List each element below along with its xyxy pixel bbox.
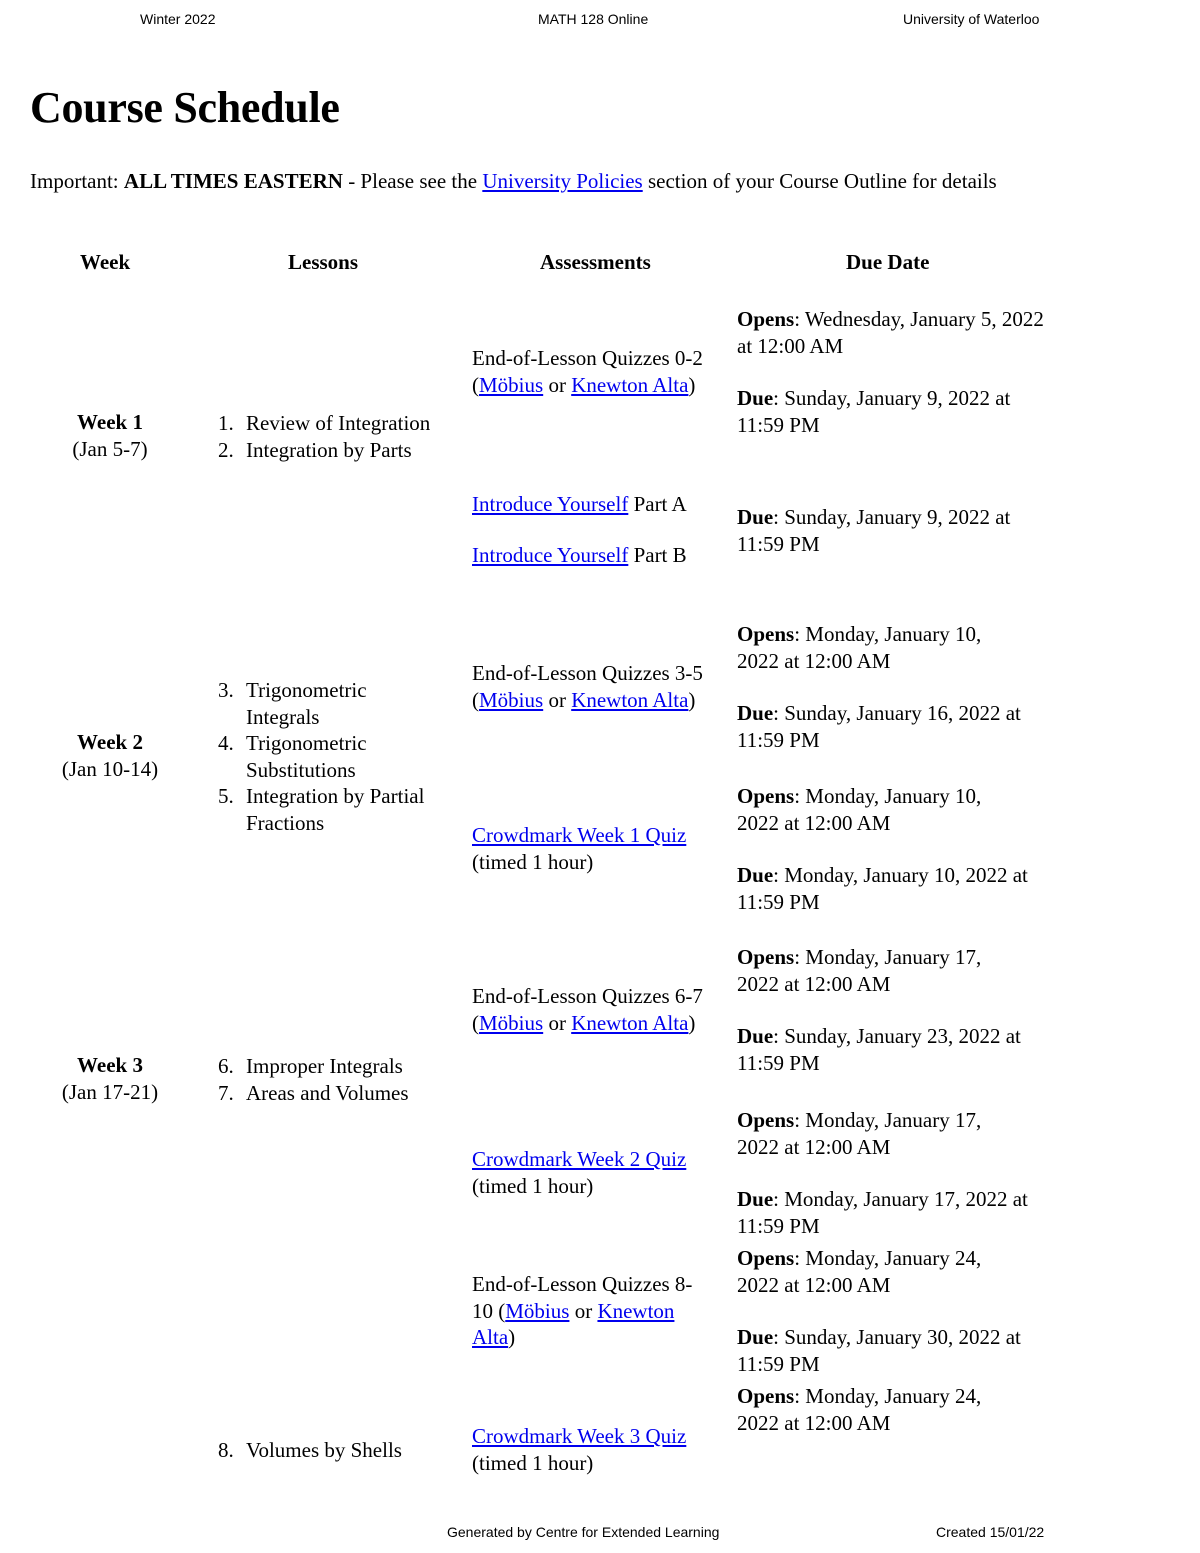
crowdmark-week-1-link[interactable]: Crowdmark Week 1 Quiz <box>472 823 687 847</box>
column-header-assessments: Assessments <box>540 250 651 274</box>
lesson-item <box>218 783 458 836</box>
due-date: : Sunday, January 9, 2022 at 11:59 PM <box>737 386 1011 437</box>
header-course: MATH 128 Online <box>538 11 649 27</box>
footer-generated-by: Generated by Centre for Extended Learning <box>447 1524 720 1540</box>
due-label: Due <box>737 701 774 725</box>
quiz-label: End-of-Lesson Quizzes 0-2 <box>472 346 703 370</box>
mobius-link[interactable]: Möbius <box>505 1298 570 1323</box>
opens-date: : Monday, January 24, 2022 at 12:00 AM <box>737 1384 982 1435</box>
due-label: Due <box>737 863 774 887</box>
intro-paragraph <box>30 168 1080 195</box>
opens-date: : Monday, January 10, 2022 at 12:00 AM <box>737 784 982 835</box>
header-institution: University of Waterloo <box>903 11 1040 27</box>
due-date: : Sunday, January 9, 2022 at 11:59 PM <box>737 505 1011 556</box>
lesson-title: Volumes by Shells <box>246 1438 402 1462</box>
assessment-quiz-3-5: End-of-Lesson Quizzes 3-5 (Möbius or Knewton Alta) <box>472 661 703 712</box>
week-3-lessons <box>218 1053 463 1106</box>
assessment-crowdmark-week-1 <box>472 822 734 875</box>
timed-label: (timed 1 hour) <box>472 849 594 874</box>
opens-date: : Monday, January 10, 2022 at 12:00 AM <box>737 622 982 673</box>
knewton-alta-link[interactable]: Knewton Alta <box>571 1010 689 1035</box>
or-text: or <box>543 687 572 712</box>
lesson-number: 2. <box>218 437 234 462</box>
week-3-cell <box>35 1052 185 1105</box>
or-text: or <box>569 1298 598 1323</box>
knewton-alta-link[interactable]: Knewton Alta <box>571 372 689 397</box>
lesson-title: Trigonometric Substitutions <box>246 731 367 782</box>
opens-date: : Monday, January 17, 2022 at 12:00 AM <box>737 1108 982 1159</box>
column-header-lessons: Lessons <box>288 250 359 274</box>
intro-bold: ALL TIMES EASTERN <box>123 169 343 193</box>
quiz-label: End-of-Lesson Quizzes 8-10 <box>472 1272 693 1323</box>
opens-label: Opens <box>737 784 795 808</box>
lesson-item <box>218 1437 463 1464</box>
mobius-link[interactable]: Möbius <box>479 372 544 397</box>
quiz-label: End-of-Lesson Quizzes 3-5 <box>472 661 703 685</box>
due-date: : Monday, January 17, 2022 at 11:59 PM <box>737 1187 1028 1238</box>
week-2-lessons <box>218 677 458 836</box>
lesson-number: 4. <box>218 731 234 755</box>
knewton-alta-link[interactable]: Knewton Alta <box>571 687 689 712</box>
week-1-cell <box>35 409 185 462</box>
assessment-quiz-6-7: End-of-Lesson Quizzes 6-7 (Möbius or Knewton Alta) <box>472 984 703 1035</box>
due-quiz-8-10 <box>737 1245 1067 1377</box>
lesson-number: 7. <box>218 1080 234 1105</box>
due-label: Due <box>737 1187 774 1211</box>
or-text: or <box>543 1010 572 1035</box>
due-crowdmark-week-2 <box>737 1107 1067 1239</box>
due-label: Due <box>737 505 774 529</box>
opens-label: Opens <box>737 622 795 646</box>
due-label: Due <box>737 1024 774 1048</box>
timed-label: (timed 1 hour) <box>472 1173 594 1198</box>
assessment-crowdmark-week-2 <box>472 1146 734 1199</box>
footer-created-date: Created 15/01/22 <box>936 1524 1045 1540</box>
due-date: : Sunday, January 16, 2022 at 11:59 PM <box>737 701 1021 752</box>
assessment-introduce-yourself <box>472 491 734 568</box>
timed-label: (timed 1 hour) <box>472 1450 594 1475</box>
due-quiz-3-5 <box>737 621 1067 753</box>
page-title: Course Schedule <box>30 83 340 132</box>
week-name: Week 1 <box>77 410 143 434</box>
due-date: : Monday, January 10, 2022 at 11:59 PM <box>737 863 1028 914</box>
opens-label: Opens <box>737 1246 795 1270</box>
lesson-number: 5. <box>218 784 234 808</box>
knewton-alta-link[interactable]: Knewton Alta <box>472 1298 675 1349</box>
due-crowdmark-week-3 <box>737 1383 1067 1436</box>
opens-label: Opens <box>737 307 795 331</box>
opens-date: : Wednesday, January 5, 2022 at 12:00 AM <box>737 307 1044 358</box>
week-dates: (Jan 5-7) <box>72 436 148 461</box>
lesson-title: Integration by Partial Fractions <box>246 784 425 835</box>
lesson-item <box>218 1080 463 1107</box>
lesson-number: 8. <box>218 1438 234 1462</box>
due-quiz-6-7 <box>737 944 1067 1076</box>
due-label: Due <box>737 1325 774 1349</box>
lesson-title: Trigonometric Integrals <box>246 678 367 729</box>
mobius-link[interactable]: Möbius <box>479 1010 544 1035</box>
crowdmark-week-2-link[interactable]: Crowdmark Week 2 Quiz <box>472 1147 687 1171</box>
lesson-title: Improper Integrals <box>246 1054 403 1078</box>
week-name: Week 3 <box>77 1053 143 1077</box>
crowdmark-week-3-link[interactable]: Crowdmark Week 3 Quiz <box>472 1424 687 1448</box>
lesson-number: 6. <box>218 1054 234 1078</box>
due-date: : Sunday, January 23, 2022 at 11:59 PM <box>737 1024 1021 1075</box>
introduce-yourself-link-b[interactable]: Introduce Yourself <box>472 542 629 567</box>
lesson-number: 1. <box>218 411 234 435</box>
lesson-item <box>218 1053 463 1080</box>
part-a-text: Part A <box>628 492 687 516</box>
week-dates: (Jan 17-21) <box>61 1079 159 1104</box>
intro-suffix: section of your Course Outline for details <box>642 169 997 193</box>
intro-prefix: Important: <box>30 169 124 193</box>
quiz-label: End-of-Lesson Quizzes 6-7 <box>472 984 703 1008</box>
due-introduce-yourself <box>737 504 1067 557</box>
lesson-title: Integration by Parts <box>246 437 412 462</box>
week-dates: (Jan 10-14) <box>61 756 159 781</box>
university-policies-link[interactable]: University Policies <box>482 169 643 193</box>
part-b-text: Part B <box>628 542 687 567</box>
assessment-quiz-0-2: End-of-Lesson Quizzes 0-2 (Möbius or Knewton Alta) <box>472 346 703 397</box>
opens-label: Opens <box>737 1384 795 1408</box>
lesson-item <box>218 730 458 783</box>
or-text: or <box>543 372 572 397</box>
lesson-title: Review of Integration <box>246 411 431 435</box>
introduce-yourself-link-a[interactable]: Introduce Yourself <box>472 492 629 516</box>
lesson-number: 3. <box>218 678 234 702</box>
lesson-item <box>218 677 458 730</box>
opens-label: Opens <box>737 1108 795 1132</box>
lesson-item <box>218 410 463 437</box>
opens-date: : Monday, January 24, 2022 at 12:00 AM <box>737 1246 982 1297</box>
column-header-week: Week <box>80 250 131 274</box>
opens-date: : Monday, January 17, 2022 at 12:00 AM <box>737 945 982 996</box>
week-2-cell <box>35 729 185 782</box>
intro-middle: - Please see the <box>342 169 483 193</box>
lesson-item <box>218 437 463 464</box>
due-crowdmark-week-1 <box>737 783 1067 915</box>
due-quiz-0-2 <box>737 306 1067 438</box>
due-label: Due <box>737 386 774 410</box>
column-header-due-date: Due Date <box>846 250 930 274</box>
week-4-lessons <box>218 1437 463 1464</box>
header-term: Winter 2022 <box>140 11 216 27</box>
assessment-crowdmark-week-3 <box>472 1423 734 1476</box>
assessment-quiz-8-10: End-of-Lesson Quizzes 8-10 (Möbius or Knewton Alta) <box>472 1272 693 1349</box>
due-date: : Sunday, January 30, 2022 at 11:59 PM <box>737 1325 1021 1376</box>
mobius-link[interactable]: Möbius <box>479 687 544 712</box>
week-name: Week 2 <box>77 730 143 754</box>
opens-label: Opens <box>737 945 795 969</box>
week-1-lessons <box>218 410 463 463</box>
lesson-title: Areas and Volumes <box>246 1080 409 1105</box>
